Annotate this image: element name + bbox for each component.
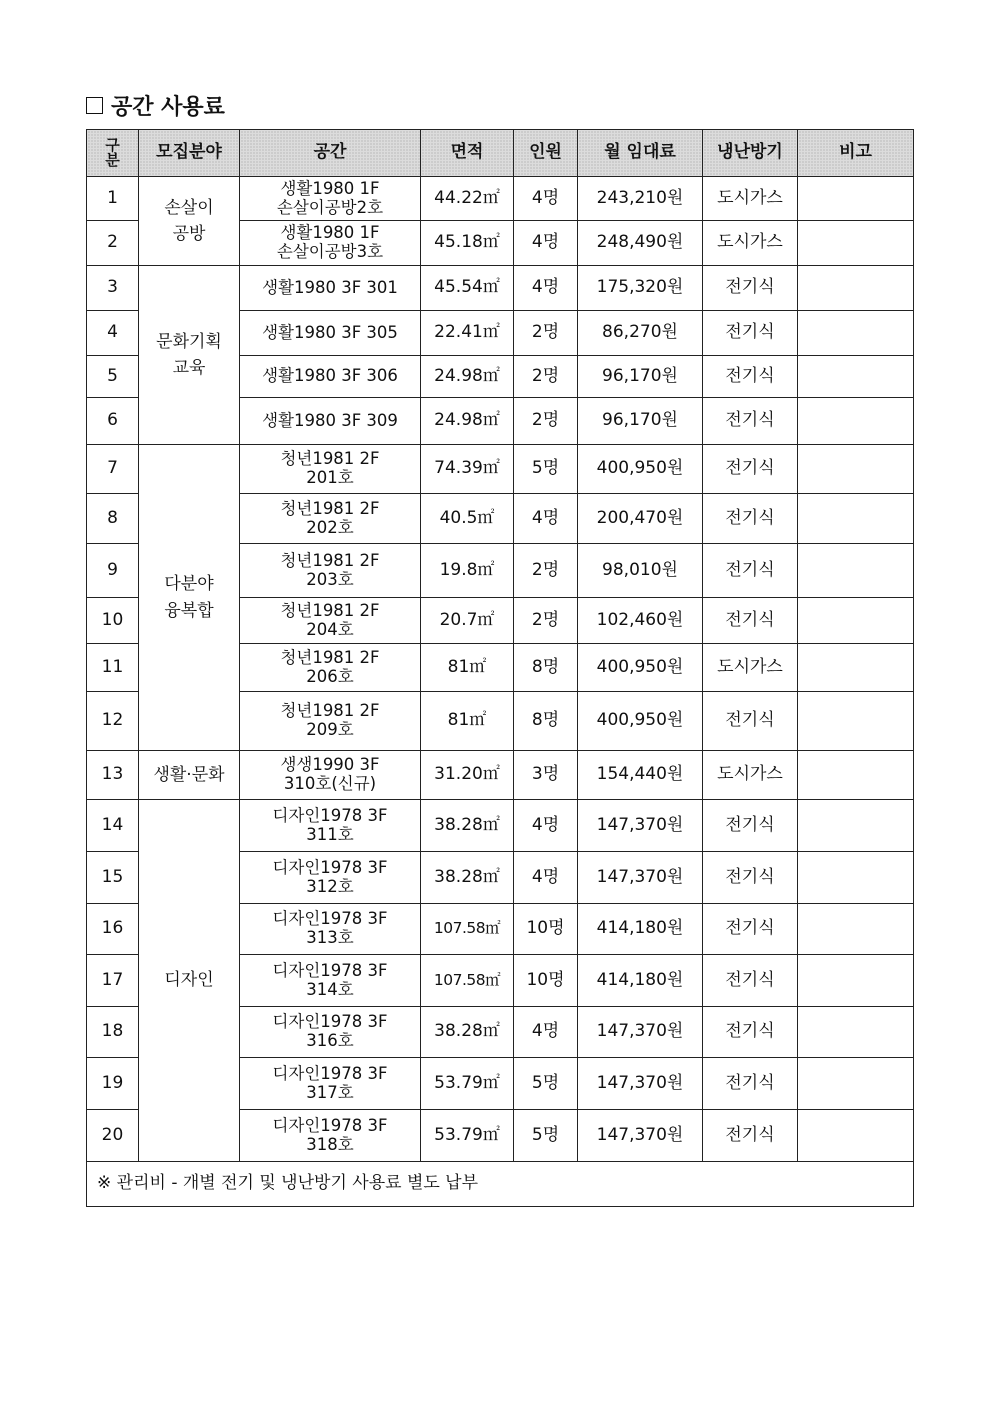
monthly-rent: 175,320원 <box>578 266 703 311</box>
monthly-rent: 147,370원 <box>578 1007 703 1058</box>
space-name: 청년1981 2F 204호 <box>240 598 421 644</box>
area-value: 40.5㎡ <box>421 494 514 544</box>
space-name: 디자인1978 3F 317호 <box>240 1058 421 1110</box>
hvac-type: 전기식 <box>703 356 798 398</box>
note-cell <box>798 266 914 311</box>
row-number: 13 <box>87 751 139 800</box>
row-number: 2 <box>87 221 139 266</box>
field-group: 다분야 융복합 <box>139 445 240 751</box>
note-cell <box>798 221 914 266</box>
hvac-type: 도시가스 <box>703 177 798 221</box>
note-cell <box>798 544 914 598</box>
note-cell <box>798 751 914 800</box>
note-cell <box>798 356 914 398</box>
monthly-rent: 200,470원 <box>578 494 703 544</box>
monthly-rent: 147,370원 <box>578 1110 703 1162</box>
row-number: 17 <box>87 955 139 1007</box>
hvac-type: 도시가스 <box>703 751 798 800</box>
space-name: 생생1990 3F 310호(신규) <box>240 751 421 800</box>
monthly-rent: 154,440원 <box>578 751 703 800</box>
checkbox-square-icon <box>86 97 103 114</box>
table-row <box>87 177 914 221</box>
row-number: 19 <box>87 1058 139 1110</box>
monthly-rent: 400,950원 <box>578 445 703 494</box>
monthly-rent: 147,370원 <box>578 852 703 904</box>
space-name: 디자인1978 3F 313호 <box>240 904 421 955</box>
space-name: 생활1980 1F 손살이공방2호 <box>240 177 421 221</box>
note-cell <box>798 955 914 1007</box>
hvac-type: 전기식 <box>703 598 798 644</box>
space-name: 디자인1978 3F 314호 <box>240 955 421 1007</box>
space-name: 디자인1978 3F 316호 <box>240 1007 421 1058</box>
hvac-type: 전기식 <box>703 1058 798 1110</box>
monthly-rent: 414,180원 <box>578 955 703 1007</box>
hvac-type: 전기식 <box>703 494 798 544</box>
space-name: 생활1980 3F 305 <box>240 311 421 356</box>
area-value: 81㎡ <box>421 644 514 692</box>
hvac-type: 도시가스 <box>703 644 798 692</box>
monthly-rent: 98,010원 <box>578 544 703 598</box>
area-value: 107.58㎡ <box>421 904 514 955</box>
capacity-value: 4명 <box>514 494 578 544</box>
monthly-rent: 147,370원 <box>578 800 703 852</box>
capacity-value: 4명 <box>514 852 578 904</box>
row-number: 20 <box>87 1110 139 1162</box>
header-people: 인원 <box>514 130 578 177</box>
monthly-rent: 243,210원 <box>578 177 703 221</box>
hvac-type: 전기식 <box>703 852 798 904</box>
note-cell <box>798 692 914 751</box>
space-name: 디자인1978 3F 318호 <box>240 1110 421 1162</box>
monthly-rent: 102,460원 <box>578 598 703 644</box>
capacity-value: 5명 <box>514 1110 578 1162</box>
capacity-value: 4명 <box>514 177 578 221</box>
capacity-value: 10명 <box>514 955 578 1007</box>
monthly-rent: 86,270원 <box>578 311 703 356</box>
area-value: 20.7㎡ <box>421 598 514 644</box>
area-value: 45.54㎡ <box>421 266 514 311</box>
row-number: 18 <box>87 1007 139 1058</box>
space-name: 생활1980 1F 손살이공방3호 <box>240 221 421 266</box>
area-value: 53.79㎡ <box>421 1058 514 1110</box>
area-value: 81㎡ <box>421 692 514 751</box>
hvac-type: 도시가스 <box>703 221 798 266</box>
space-name: 생활1980 3F 306 <box>240 356 421 398</box>
hvac-type: 전기식 <box>703 398 798 445</box>
field-group: 문화기획 교육 <box>139 266 240 445</box>
area-value: 45.18㎡ <box>421 221 514 266</box>
area-value: 53.79㎡ <box>421 1110 514 1162</box>
row-number: 15 <box>87 852 139 904</box>
capacity-value: 4명 <box>514 1007 578 1058</box>
space-name: 생활1980 3F 309 <box>240 398 421 445</box>
capacity-value: 2명 <box>514 398 578 445</box>
hvac-type: 전기식 <box>703 266 798 311</box>
note-cell <box>798 904 914 955</box>
row-number: 16 <box>87 904 139 955</box>
field-group: 생활·문화 <box>139 751 240 800</box>
note-cell <box>798 1058 914 1110</box>
space-name: 청년1981 2F 203호 <box>240 544 421 598</box>
note-cell <box>798 177 914 221</box>
capacity-value: 3명 <box>514 751 578 800</box>
area-value: 107.58㎡ <box>421 955 514 1007</box>
space-name: 생활1980 3F 301 <box>240 266 421 311</box>
row-number: 5 <box>87 356 139 398</box>
monthly-rent: 400,950원 <box>578 644 703 692</box>
hvac-type: 전기식 <box>703 1110 798 1162</box>
row-number: 14 <box>87 800 139 852</box>
note-cell <box>798 445 914 494</box>
header-area: 면적 <box>421 130 514 177</box>
capacity-value: 4명 <box>514 221 578 266</box>
note-cell <box>798 494 914 544</box>
capacity-value: 10명 <box>514 904 578 955</box>
space-name: 청년1981 2F 201호 <box>240 445 421 494</box>
monthly-rent: 147,370원 <box>578 1058 703 1110</box>
area-value: 38.28㎡ <box>421 800 514 852</box>
row-number: 1 <box>87 177 139 221</box>
capacity-value: 2명 <box>514 544 578 598</box>
capacity-value: 5명 <box>514 445 578 494</box>
hvac-type: 전기식 <box>703 445 798 494</box>
row-number: 3 <box>87 266 139 311</box>
row-number: 9 <box>87 544 139 598</box>
section-title <box>86 88 225 122</box>
table-body <box>87 177 914 1162</box>
capacity-value: 2명 <box>514 356 578 398</box>
table-header <box>87 130 914 177</box>
hvac-type: 전기식 <box>703 904 798 955</box>
field-group: 디자인 <box>139 800 240 1162</box>
field-group: 손살이 공방 <box>139 177 240 266</box>
hvac-type: 전기식 <box>703 1007 798 1058</box>
note-cell <box>798 598 914 644</box>
table-footer <box>87 1162 914 1207</box>
section-title-text: 공간 사용료 <box>111 94 225 120</box>
header-gubun-label: 구 분 <box>105 136 120 169</box>
space-name: 청년1981 2F 202호 <box>240 494 421 544</box>
table-row <box>87 266 914 311</box>
header-note: 비고 <box>798 130 914 177</box>
area-value: 22.41㎡ <box>421 311 514 356</box>
area-value: 24.98㎡ <box>421 356 514 398</box>
monthly-rent: 414,180원 <box>578 904 703 955</box>
monthly-rent: 96,170원 <box>578 356 703 398</box>
note-cell <box>798 644 914 692</box>
note-cell <box>798 1007 914 1058</box>
capacity-value: 8명 <box>514 644 578 692</box>
capacity-value: 8명 <box>514 692 578 751</box>
header-field: 모집분야 <box>139 130 240 177</box>
note-cell <box>798 398 914 445</box>
area-value: 44.22㎡ <box>421 177 514 221</box>
note-cell <box>798 1110 914 1162</box>
area-value: 74.39㎡ <box>421 445 514 494</box>
table-row <box>87 800 914 852</box>
header-gubun <box>87 130 139 177</box>
area-value: 31.20㎡ <box>421 751 514 800</box>
area-value: 24.98㎡ <box>421 398 514 445</box>
row-number: 4 <box>87 311 139 356</box>
row-number: 12 <box>87 692 139 751</box>
space-name: 디자인1978 3F 311호 <box>240 800 421 852</box>
capacity-value: 4명 <box>514 266 578 311</box>
space-fee-table <box>86 129 914 1207</box>
row-number: 11 <box>87 644 139 692</box>
footnote: ※ 관리비 - 개별 전기 및 냉난방기 사용료 별도 납부 <box>87 1162 914 1207</box>
area-value: 38.28㎡ <box>421 1007 514 1058</box>
capacity-value: 2명 <box>514 598 578 644</box>
monthly-rent: 248,490원 <box>578 221 703 266</box>
hvac-type: 전기식 <box>703 955 798 1007</box>
capacity-value: 5명 <box>514 1058 578 1110</box>
note-cell <box>798 311 914 356</box>
area-value: 19.8㎡ <box>421 544 514 598</box>
row-number: 8 <box>87 494 139 544</box>
row-number: 6 <box>87 398 139 445</box>
monthly-rent: 400,950원 <box>578 692 703 751</box>
note-cell <box>798 852 914 904</box>
hvac-type: 전기식 <box>703 544 798 598</box>
hvac-type: 전기식 <box>703 692 798 751</box>
capacity-value: 2명 <box>514 311 578 356</box>
header-hvac: 냉난방기 <box>703 130 798 177</box>
hvac-type: 전기식 <box>703 800 798 852</box>
area-value: 38.28㎡ <box>421 852 514 904</box>
header-space: 공간 <box>240 130 421 177</box>
row-number: 10 <box>87 598 139 644</box>
table-row <box>87 751 914 800</box>
space-name: 청년1981 2F 209호 <box>240 692 421 751</box>
note-cell <box>798 800 914 852</box>
space-name: 청년1981 2F 206호 <box>240 644 421 692</box>
capacity-value: 4명 <box>514 800 578 852</box>
row-number: 7 <box>87 445 139 494</box>
hvac-type: 전기식 <box>703 311 798 356</box>
space-name: 디자인1978 3F 312호 <box>240 852 421 904</box>
monthly-rent: 96,170원 <box>578 398 703 445</box>
header-rent: 월 임대료 <box>578 130 703 177</box>
table-row <box>87 445 914 494</box>
